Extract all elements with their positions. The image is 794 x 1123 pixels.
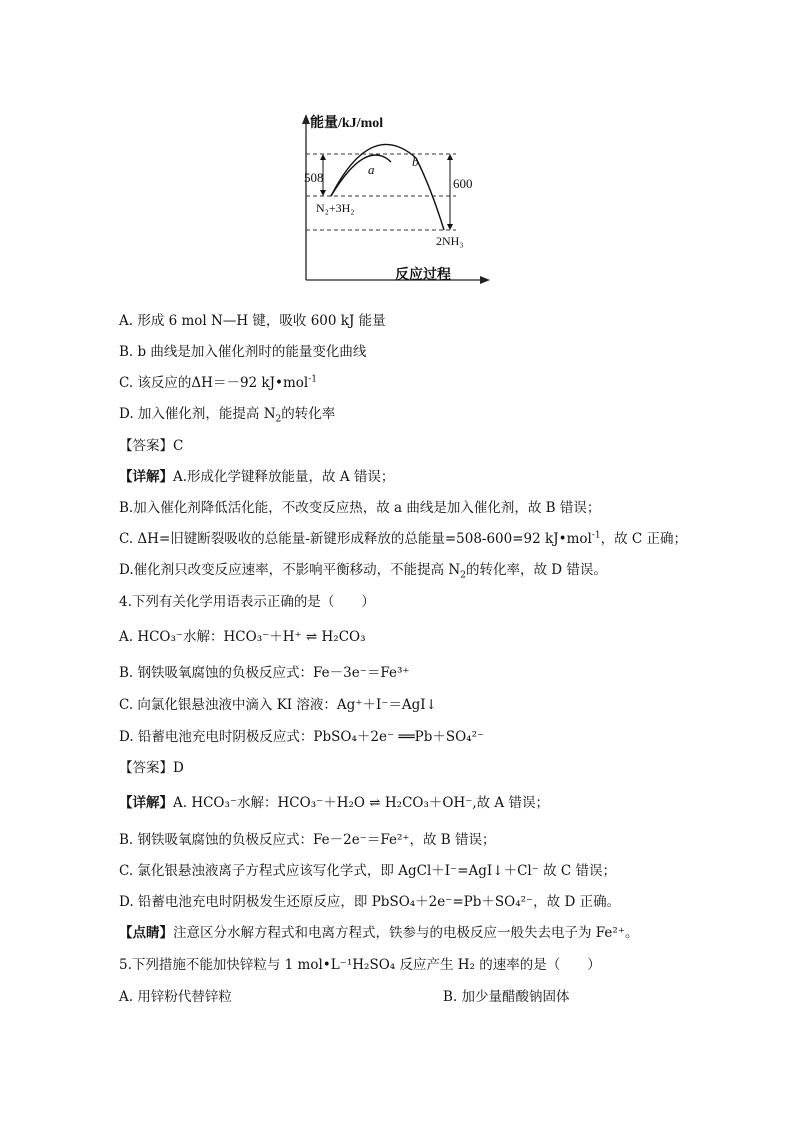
q4-option-a: A. HCO₃⁻水解：HCO₃⁻＋H⁺ ⇌ H₂CO₃ (119, 629, 366, 645)
q3-detail-3-text: C. ΔH=旧键断裂吸收的总能量-新键形成释放的总能量=508-600=92 kJ•mol (119, 531, 592, 547)
q4-note-text: 注意区分水解方程式和电离方程式，铁参与的电极反应一般失去电子为 Fe²⁺。 (173, 925, 639, 941)
q3-detail-2: B.加入催化剂降低活化能，不改变反应热，故 a 曲线是加入催化剂，故 B 错误； (119, 500, 601, 516)
curve-a-label: a (368, 162, 375, 177)
q4-detail-1 (119, 794, 549, 812)
label-508: 508 (304, 170, 324, 185)
curve-b (331, 144, 444, 230)
arrowhead-508-bottom (320, 190, 326, 196)
q3-detail-3-sup: -1 (591, 530, 601, 541)
arrowhead-508-top (320, 154, 326, 160)
label-600: 600 (453, 176, 473, 191)
q4-note (119, 924, 638, 942)
q3-option-d (119, 405, 335, 423)
q4-detail-3: C. 氯化银悬浊液离子方程式应该写化学式，即 AgCl＋I⁻=AgI↓＋Cl⁻ 故 C 错误； (119, 863, 617, 879)
q4-detail-2: B. 钢铁吸氧腐蚀的负极反应式：Fe－2e⁻＝Fe²⁺，故 B 错误； (119, 832, 496, 848)
q5-option-a: A. 用锌粉代替锌粒 (119, 989, 232, 1005)
q3-option-d-text: D. 加入催化剂，能提高 N (119, 406, 276, 422)
q3-detail-tag: 【详解】 (119, 469, 173, 485)
product-label: 2NH₃ (436, 234, 464, 248)
q4-answer: 【答案】D (119, 760, 184, 776)
q3-detail-1 (119, 468, 394, 486)
energy-diagram (296, 110, 496, 290)
q3-option-c (119, 374, 317, 392)
x-axis-arrow (480, 276, 490, 284)
q4-detail-1-text: A. HCO₃⁻水解：HCO₃⁻＋H₂O ⇌ H₂CO₃＋OH⁻,故 A 错误； (173, 795, 549, 811)
curve-a (331, 155, 391, 196)
q3-detail-3 (119, 530, 687, 548)
q3-detail-3-post: ，故 C 正确； (600, 531, 688, 547)
q3-detail-4-sub: 2 (460, 570, 466, 581)
q3-answer: 【答案】C (119, 438, 184, 454)
q3-detail-4 (119, 561, 607, 579)
q3-option-a: A. 形成 6 mol N—H 键，吸收 600 kJ 能量 (119, 313, 386, 329)
q3-option-b: B. b 曲线是加入催化剂时的能量变化曲线 (119, 344, 367, 360)
x-axis-title: 反应过程 (395, 267, 451, 283)
q4-detail-4: D. 铅蓄电池充电时阴极发生还原反应，即 PbSO₄＋2e⁻=Pb＋SO₄²⁻，故 D 正确。 (119, 894, 621, 910)
q4-option-b: B. 钢铁吸氧腐蚀的负极反应式：Fe－3e⁻＝Fe³⁺ (119, 665, 410, 681)
y-axis-arrow (302, 114, 310, 124)
q5-stem: 5.下列措施不能加快锌粒与 1 mol•L⁻¹H₂SO₄ 反应产生 H₂ 的速率的是（ ） (119, 957, 601, 973)
arrowhead-600-top (447, 154, 453, 160)
q4-option-c: C. 向氯化银悬浊液中滴入 KI 溶液：Ag⁺＋I⁻＝AgI↓ (119, 697, 437, 713)
q5-option-b: B. 加少量醋酸钠固体 (443, 989, 570, 1005)
q3-option-d-post: 的转化率 (281, 406, 336, 422)
q3-option-c-text: C. 该反应的ΔH＝－92 kJ•mol (119, 375, 309, 391)
curve-b-label: b (412, 154, 419, 169)
q3-option-d-sub: 2 (275, 414, 282, 425)
q3-option-c-sup: -1 (308, 374, 318, 385)
q4-note-tag: 【点睛】 (119, 925, 173, 941)
q3-detail-4-post: 的转化率，故 D 错误。 (465, 562, 607, 578)
q4-option-d: D. 铅蓄电池充电时阴极反应式：PbSO₄＋2e⁻ ══Pb＋SO₄²⁻ (119, 729, 485, 745)
q4-stem: 4.下列有关化学用语表示正确的是（ ） (119, 594, 375, 610)
q3-detail-1-text: A.形成化学键释放能量，故 A 错误； (173, 469, 395, 485)
arrowhead-600-bottom (447, 224, 453, 230)
reactants-label: N₂+3H₂ (316, 201, 355, 215)
q4-detail-tag: 【详解】 (119, 795, 173, 811)
y-axis-label: 能量/kJ/mol (310, 116, 384, 131)
q3-detail-4-text: D.催化剂只改变反应速率，不影响平衡移动，不能提高 N (119, 562, 461, 578)
